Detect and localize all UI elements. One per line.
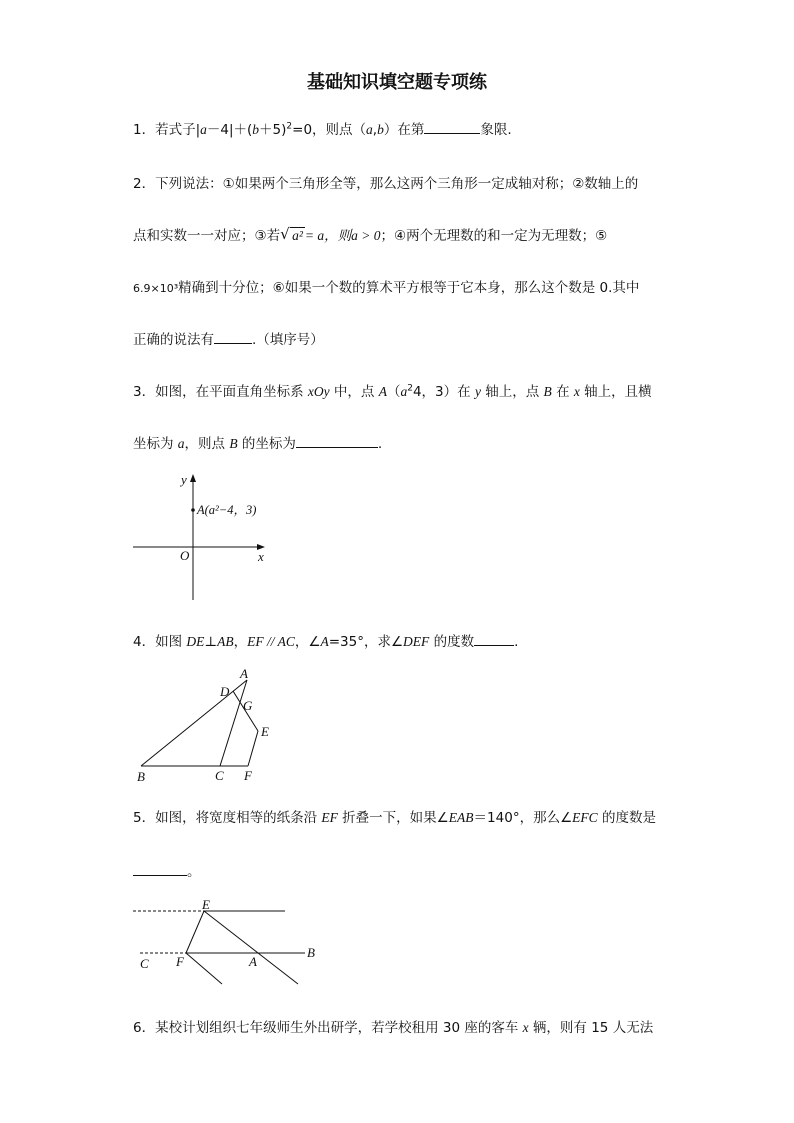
page-title: 基础知识填空题专项练 (307, 72, 487, 93)
question-1: 1．若式子$|a-4|+(b+5)^2=0$，则点（a,b）在第 象限. (133, 121, 512, 138)
triangle-figure (130, 665, 290, 790)
label-e: E (202, 897, 210, 912)
question-2-line-4: 正确的说法有 .（填序号） (133, 332, 324, 348)
label-c: C (140, 956, 149, 971)
answer-blank[interactable] (214, 331, 252, 344)
label-e: E (261, 724, 269, 739)
square-root: √ a² (280, 225, 303, 243)
segment-ef (248, 731, 258, 766)
label-b: B (307, 945, 315, 960)
question-3-line-1: 3．如图，在平面直角坐标系 xOy 中，点 $A(a^24$，3）在 y 轴上，点 B 在 x 轴上，且横 (133, 383, 652, 400)
label-b: B (137, 769, 145, 784)
y-axis-arrow (190, 474, 196, 482)
question-2-line-2: 点和实数一一对应；③若 √ a² = a，则a > 0；④两个无理数的和一定为无理数；⑤ (133, 225, 608, 244)
answer-blank[interactable] (296, 435, 378, 448)
point-a-label: A(a²−4，3) (197, 503, 257, 517)
fold-line-ef (186, 911, 204, 953)
question-5-line-2: 。 (133, 860, 201, 880)
y-axis-label: y (181, 472, 187, 487)
question-5-line-1: 5．如图，将宽度相等的纸条沿 EF 折叠一下，如果∠EAB＝140°，那么∠EFC 的度数是 (133, 810, 656, 826)
label-c: C (215, 768, 224, 783)
question-2-line-1: 2．下列说法：①如果两个三角形全等，那么这两个三角形一定成轴对称；②数轴上的 (133, 176, 639, 192)
question-3-line-2: 坐标为 a，则点 B 的坐标为 . (133, 436, 383, 452)
answer-blank[interactable] (424, 121, 480, 134)
label-d: D (220, 684, 230, 699)
label-a: A (249, 954, 257, 969)
label-a: A (240, 666, 248, 681)
question-6: 6．某校计划组织七年级师生外出研学，若学校租用 30 座的客车 x 辆，则有 15 人无法 (133, 1020, 654, 1036)
folded-edge-f (186, 953, 222, 984)
label-f: F (176, 954, 184, 969)
segment-ab (141, 680, 247, 766)
label-g: G (243, 698, 253, 713)
answer-blank[interactable] (133, 863, 187, 876)
question-2-line-3: 6.9×10³精确到十分位；⑥如果一个数的算术平方根等于它本身，那么这个数是 0.其中 (133, 280, 640, 296)
folded-edge-ea (204, 911, 298, 984)
label-f: F (244, 768, 252, 783)
coordinate-figure (125, 468, 285, 603)
x-axis-label: x (258, 549, 264, 564)
origin-label: O (180, 548, 190, 563)
paper-fold-figure (130, 898, 325, 993)
point-a (191, 508, 195, 512)
question-4: 4．如图 DE⊥AB，EF // AC，∠A=35°，求∠DEF 的度数 . (133, 634, 519, 650)
answer-blank[interactable] (474, 633, 514, 646)
